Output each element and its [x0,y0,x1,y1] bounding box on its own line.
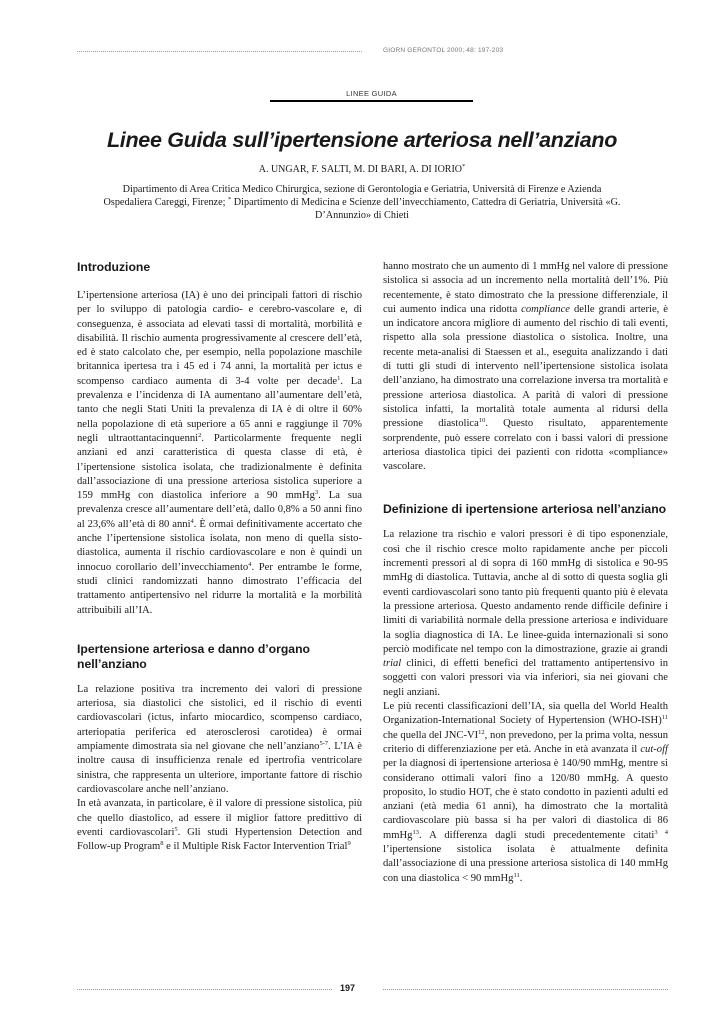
heading-definizione: Definizione di ipertensione arteriosa nell’anziano [383,502,667,517]
section-label: LINEE GUIDA [346,89,397,98]
definition-paragraph-2: Le più recenti classificazioni dell’IA, sia quella del World Health Organization-International Society of Hypertension $(WHO-ISH)^{11}$ che quella del JNC-VI$^{12}$, non prevedono, per la prima volta, nessun criterio di differenziazione per età. Anche in età avanzata il cut-off per la diagnosi di ipertensione arteriosa è 140/90 mmHg, mentre si considerano ottimali valori fino a 120/80 mmHg. A questo proposito, lo studio HOT, che è stato condotto in pazienti adulti ed anziani (età media 61 anni), ha dimostrato che la mortalità cardiovascolare più bassa si ha per valori di diastolica di 86 mmHg$^{13}$. A differenza dagli studi precedentemente citati$^{3 4}$ l’ipertensione sistolica isolata è attualmente definita dall’associazione di una pressione arteriosa sistolica di 140 mmHg con una diastolica < 90 mmHg$^{11}$. [383,701,668,884]
citation: 3 4 [654,828,668,836]
header-dotted-rule [77,51,362,52]
citation: 5-7 [319,740,329,748]
citation: 8 [160,840,164,848]
organ-damage-paragraph-2-continued: hanno mostrato che un aumento di 1 mmHg nel valore di pressione sistolica si associa ad un incremento nella mortalità dell’1%. Più recentemente, è stato dimostrato che la pressione differenziale, il cui aumento indica una ridotta compliance delle grandi arterie, è un indicatore ancora migliore di aumento del rischio di tali eventi, rispetto alla sola pressione diastolica o sistolica. Inoltre, una recente meta-analisi di Staessen et al., eseguita analizzando i dati di tutti gli studi di intervento nell’ipertensione sistolica isolata dell’anziano, ha dimostrato una correlazione inversa tra mortalità e pressione arteriosa diastolica. A parità di valori di pressione sistolica infatti, la mortalità totale aumenta al ridursi della pressione diastolica$^{10}$. Questo risultato, apparentemente sorprendente, può essere correlato con i bassi valori di pressione arteriosa diastolica tipici dei pazienti con ridotta «compliance» vascolare. [383,261,668,473]
organ-damage-paragraph-2-start: In età avanzata, in particolare, è il valore di pressione sistolica, più che quello diastolico, ad essere il miglior fattore predittivo di eventi cardiovascolari$^5$. Gli studi Hypertension Detection and Follow-up Program$^8$ e il Multiple Risk Factor Intervention Trial$^9$ [77,798,362,853]
definition-paragraph-1: La relazione tra rischio e valori pressori è di tipo esponenziale, così che il rischio cresce molto rapidamente anche per piccoli incrementi pressori al di sopra di 160 mmHg di sistolica e 90-95 mmHg di diastolica. Tuttavia, anche al di sotto di questa soglia gli eventi cardiovascolari sono tanto più frequenti quanto più è elevata la pressione arteriosa. Questo andamento rende difficile definire i limiti di variabilità normale della pressione arteriosa e individuare la soglia diagnostica di IA. Le linee-guida internazionali si sono perciò modificate nel tempo con la dimostrazione, grazie ai grandi trial clinici, di effetti benefici del trattamento antipertensivo in soggetti con valori pressori via via inferiori, sia nei giovani che negli anziani. [383,529,668,698]
right-column [383,260,668,886]
affiliation-mark: * [227,196,232,203]
affiliations [100,183,624,222]
footer-dotted-rule-right [383,989,668,990]
citation: 2 [198,431,202,439]
authors-mark: * [462,163,466,170]
citation: 13 [412,828,419,836]
citation: 11 [661,714,668,722]
citation: 5 [174,825,178,833]
authors-text: A. UNGAR, F. SALTI, M. DI BARI, A. DI IORIO [258,164,463,175]
footer-dotted-rule-left [77,989,332,990]
heading-introduzione: Introduzione [77,260,151,274]
citation: 11 [513,871,520,879]
section-rule [270,100,473,102]
affiliation-1: Dipartimento di Area Critica Medico Chirurgica, sezione di Gerontologia e Geriatria, Università di Firenze e Azienda Ospedaliera Careggi, Firenze; [103,184,602,208]
intro-paragraph: L’ipertensione arteriosa (IA) è uno dei principali fattori di rischio per lo sviluppo di patologia cardio- e cerebro-vascolare e, di conseguenza, è associata ad elevati tassi di mortalità, morbilità e disabilità. Il rischio aumenta progressivamente al crescere dell’età, ed è stato calcolato che, per esempio, nella popolazione maschile britannica ipertesa tra i 45 ed i 74 anni, la mortalità per ictus e scompenso cardiaco aumenta di 3-4 volte per decade$^1$. La prevalenza e l’incidenza di IA aumentano all’aumentare dell’età, tanto che negli Stati Uniti la prevalenza di IA è di oltre il 60% nella popolazione di età superiore a 65 anni e raggiunge il 70% negli ultraottantacinquenni$^2$. Particolarmente frequente negli anziani ed anzi caratteristica di questa classe di età, è l’ipertensione sistolica isolata, che tradizionalmente è definita dall’associazione di una pressione arteriosa sistolica superiore a 159 mmHg con diastolica inferiore a 90 mmHg$^3$. La sua prevalenza cresce all’aumentare dell’età, dallo 0,8% a 50 anni fino al 23,6% all’età di 80 anni$^4$. È ormai definitivamente accertato che anche l’ipertensione sistolica isolata, non meno di quella sisto-diastolica, aumenta il rischio cardiovascolare e non è quindi un innocuo corollario dell’invecchiamento$^4$. Per entrambe le forme, studi clinici randomizzati hanno dimostrato l’efficacia del trattamento antipertensivo nel ridurre la mortalità e la morbilità attribuibili all’IA. [77,290,362,616]
citation: 3 [314,489,319,497]
citation: 4 [248,560,252,568]
left-column [77,260,362,854]
article-title: Linee Guida sull’ipertensione arteriosa nell’anziano [106,128,618,152]
citation: 12 [478,728,485,736]
citation: 9 [347,840,351,848]
article-authors [60,164,664,175]
affiliation-2: Dipartimento di Medicina e Scienze dell’invecchiamento, Cattedra di Geriatria, Università «G. D’Annunzio» di Chieti [233,197,621,221]
citation: 1 [337,374,341,382]
journal-reference: GIORN GERONTOL 2000; 48: 197-203 [383,47,504,54]
citation: 10 [478,417,486,425]
citation: 4 [190,517,194,525]
organ-damage-paragraph-1: La relazione positiva tra incremento dei valori di pressione arteriosa, sia diastolici che sistolici, ed il rischio di eventi cardiovascolari (ictus, infarto miocardico, scompenso cardiaco, arteriopatia periferica ed aterosclerosi carotidea) è ormai ampiamente dimostrata sia nel giovane che nell’anziano$^{5-7}$. L’IA è inoltre causa di insufficienza renale ed ipertrofia ventricolare sinistra, che rappresenta un ulteriore, importante fattore di rischio cardiovascolare anche nell’anziano. [77,683,362,795]
page-number: 197 [340,983,356,993]
heading-danno-organo: Ipertensione arteriosa e danno d’organo nell’anziano [77,641,310,671]
